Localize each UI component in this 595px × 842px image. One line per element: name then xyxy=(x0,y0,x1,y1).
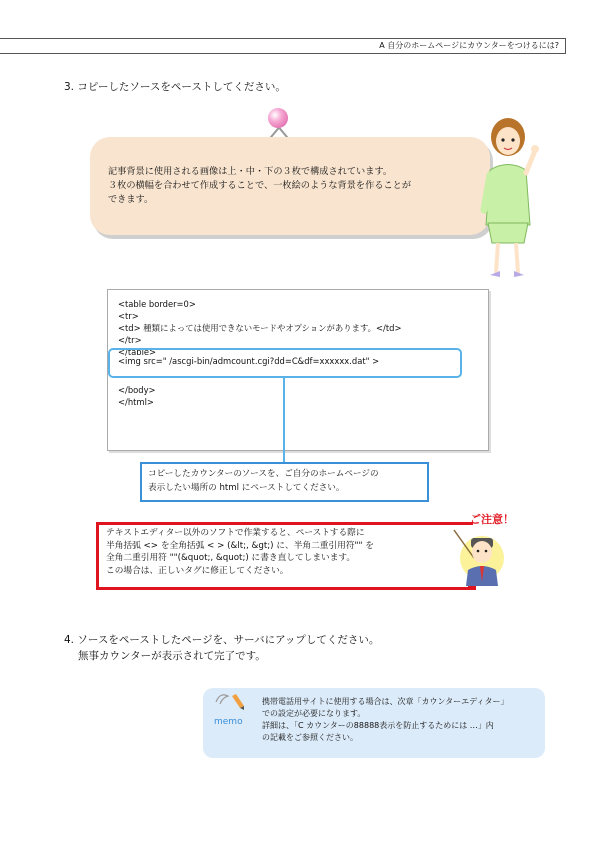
warning-text xyxy=(106,527,466,577)
warning-title: ご注意！ xyxy=(470,513,514,526)
teacher-pointer-illustration xyxy=(446,528,506,586)
note-text xyxy=(108,165,488,207)
code-line: </table> xyxy=(118,347,157,357)
memo-line: での設定が必要になります。 xyxy=(262,709,366,718)
note-line: ３枚の横幅を合わせて作成することで、一枚絵のような背景を作ることが xyxy=(108,180,412,191)
step-3-heading: 3. コピーしたソースをペーストしてください。 xyxy=(64,81,286,93)
code-line: </tr> xyxy=(118,335,142,345)
callout-line: コピーしたカウンターのソースを、ご自分のホームページの xyxy=(148,469,379,479)
callout-line: 表示したい場所の html にペーストしてください。 xyxy=(148,483,345,493)
header-title: A 自分のホームページにカウンターをつけるには? xyxy=(379,41,559,50)
memo-line: 詳細は、「C カウンターの88888表示を防止するためには …」内 xyxy=(262,721,494,730)
step-4-text xyxy=(64,632,379,664)
warning-line: テキストエディター以外のソフトで作業すると、ペーストする際に xyxy=(106,528,365,538)
warning-line: 全角二重引用符 ""(&quot;, &quot;) に書き直してしまいます。 xyxy=(106,553,356,563)
pin-icon xyxy=(268,108,288,128)
code-line: <tr> xyxy=(118,311,139,321)
memo-line: 携帯電話用サイトに使用する場合は、次章「カウンターエディター」 xyxy=(262,697,509,706)
warning-line: この場合は、正しいタグに修正してください。 xyxy=(106,565,289,576)
callout-text xyxy=(148,467,379,495)
memo-label: memo xyxy=(214,717,243,727)
code-line: </html> xyxy=(118,397,154,407)
memo-line: の記載をご参照ください。 xyxy=(262,733,358,742)
header-bar xyxy=(0,38,566,54)
step-4-subtext: 無事カウンターが表示されて完了です。 xyxy=(78,650,266,662)
memo-text xyxy=(262,696,508,744)
code-line: </body> xyxy=(118,385,156,395)
code-line: <td> 種類によっては使用できないモードやオプションがあります。</td> xyxy=(118,323,402,333)
memo-pencil-icon xyxy=(210,688,256,730)
callout-connector xyxy=(283,376,285,462)
note-line: 記事背景に使用される画像は上・中・下の３枚で構成されています。 xyxy=(108,166,393,177)
code-line-highlighted: <img src=" /ascgi-bin/admcount.cgi?dd=C&df=xxxxxx.dat" > xyxy=(118,356,380,366)
woman-guide-illustration xyxy=(476,115,546,280)
note-line: できます。 xyxy=(108,194,154,205)
code-line: <table border=0> xyxy=(118,299,196,309)
warning-line: 半角括弧 <> を全角括弧 < > (&lt;, &gt;) に、半角二重引用符"" を xyxy=(106,540,374,551)
step-4-heading: 4. ソースをペーストしたページを、サーバにアップしてください。 xyxy=(64,634,380,646)
